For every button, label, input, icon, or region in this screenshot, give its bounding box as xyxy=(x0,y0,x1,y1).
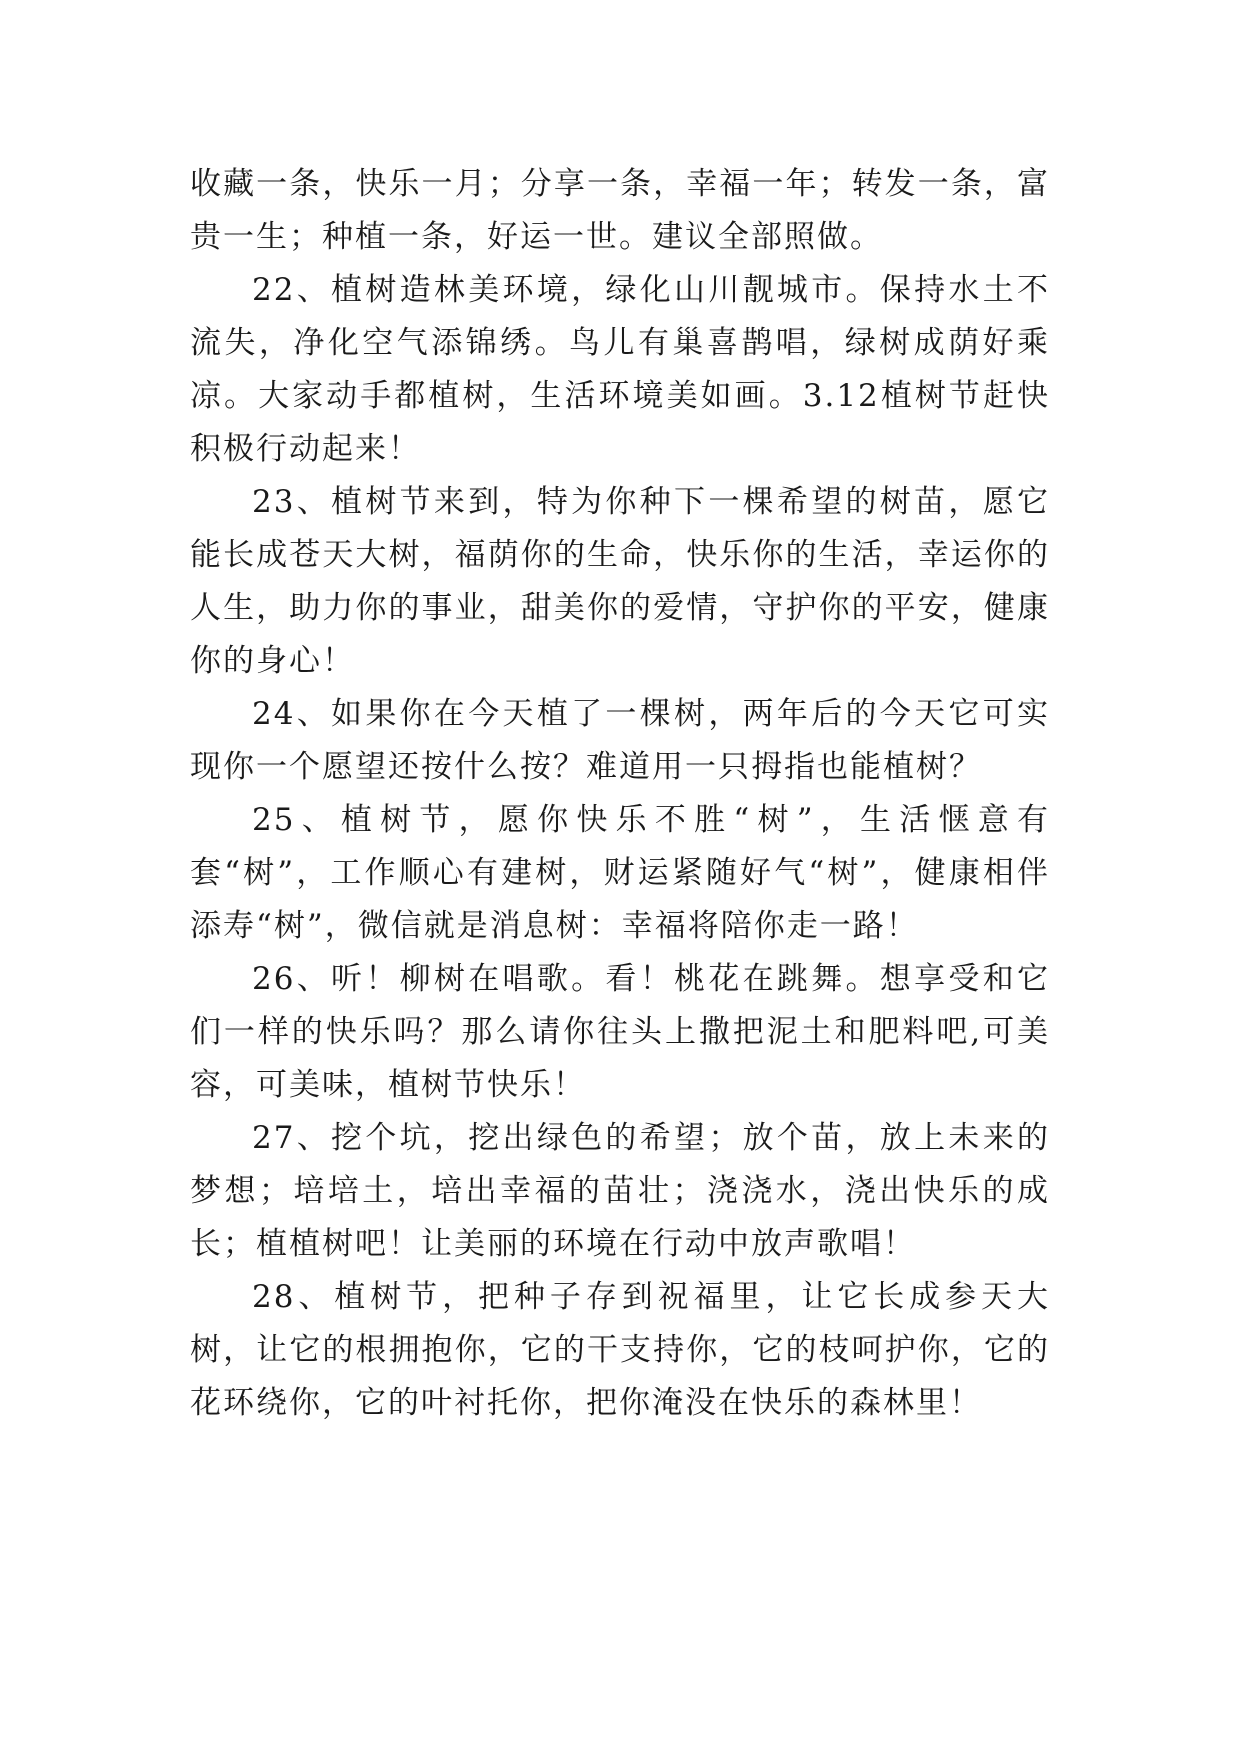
paragraph-26: 26、听！柳树在唱歌。看！桃花在跳舞。想享受和它们一样的快乐吗？那么请你往头上撒把泥土和肥料吧,可美容，可美味，植树节快乐！ xyxy=(190,961,1050,1103)
paragraph-27: 27、挖个坑，挖出绿色的希望；放个苗，放上未来的梦想；培培土，培出幸福的苗壮；浇浇水，浇出快乐的成长；植植树吧！让美丽的环境在行动中放声歌唱！ xyxy=(190,1120,1050,1262)
paragraph-24: 24、如果你在今天植了一棵树，两年后的今天它可实现你一个愿望还按什么按？难道用一只拇指也能植树？ xyxy=(190,696,1050,785)
paragraph-23: 23、植树节来到，特为你种下一棵希望的树苗，愿它能长成苍天大树，福荫你的生命，快乐你的生活，幸运你的人生，助力你的事业，甜美你的爱情，守护你的平安，健康你的身心！ xyxy=(190,484,1050,679)
paragraph-intro: 收藏一条，快乐一月；分享一条，幸福一年；转发一条，富贵一生；种植一条，好运一世。建议全部照做。 xyxy=(190,166,1050,255)
paragraph-25: 25、植树节，愿你快乐不胜“树”，生活惬意有套“树”，工作顺心有建树，财运紧随好气“树”，健康相伴添寿“树”，微信就是消息树：幸福将陪你走一路！ xyxy=(190,802,1051,944)
document-body xyxy=(190,158,1050,1430)
paragraph-22: 22、植树造林美环境，绿化山川靓城市。保持水土不流失，净化空气添锦绣。鸟儿有巢喜鹊唱，绿树成荫好乘凉。大家动手都植树，生活环境美如画。3.12植树节赶快积极行动起来！ xyxy=(190,272,1050,467)
paragraph-28: 28、植树节，把种子存到祝福里，让它长成参天大树，让它的根拥抱你，它的干支持你，它的枝呵护你，它的花环绕你，它的叶衬托你，把你淹没在快乐的森林里！ xyxy=(190,1279,1050,1421)
